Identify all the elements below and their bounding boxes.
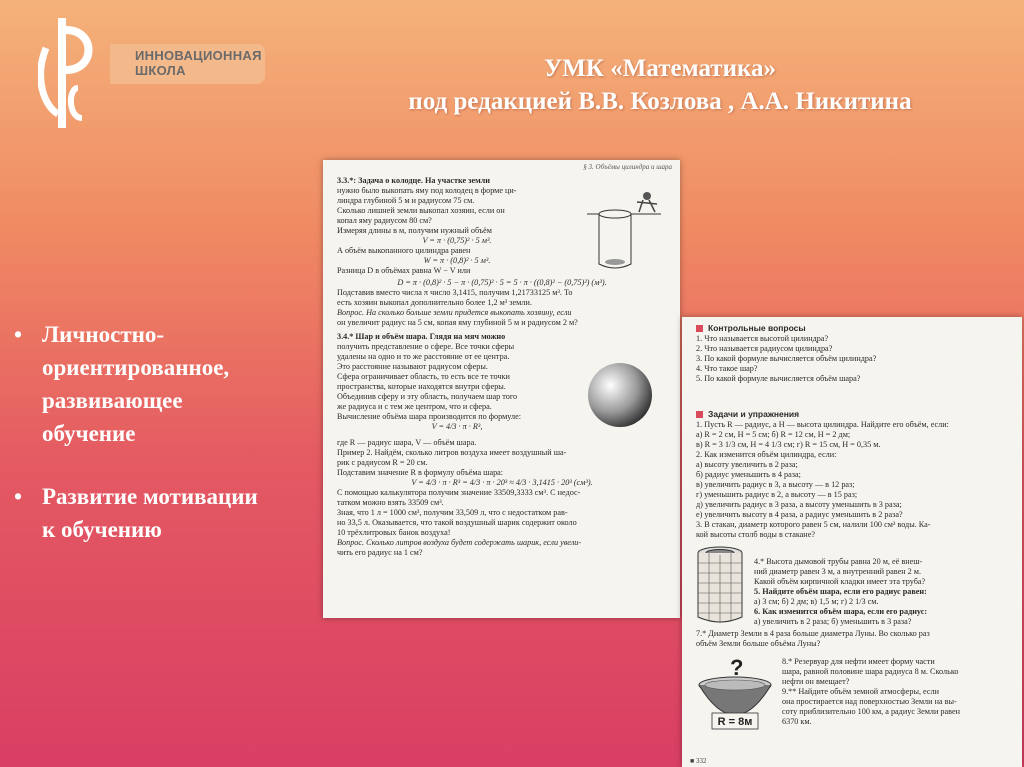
chimney-illustration-icon (692, 545, 748, 625)
bullet-line: развивающее (42, 388, 183, 413)
exercise-line: объём Земли больше объёма Луны? (696, 639, 821, 648)
exercises-heading (696, 409, 1016, 420)
heading-text: Задачи и упражнения (708, 409, 800, 419)
bowl-radius-label: R = 8м (717, 716, 753, 728)
text-line: нужно было выкопать яму под колодец в форме ци- (337, 186, 517, 195)
text-line: Вычисление объёма шара производится по формуле: (337, 412, 522, 421)
sphere-illustration-icon (585, 360, 655, 430)
square-marker-icon (696, 325, 703, 332)
logo-line-1: ИННОВАЦИОННАЯ (135, 48, 262, 63)
exercise-line: д) увеличить радиус в 3 раза, а высоту уменьшить в 3 раза; (696, 500, 902, 509)
text-line: С помощью калькулятора получим значение 33509,3333 см³. С недос- (337, 488, 581, 497)
page-1-full-width-top (337, 278, 667, 328)
text-line: рик с радиусом R = 20 см. (337, 458, 428, 467)
formula-line: V = π · (0,75)² · 5 м³. (422, 236, 492, 245)
exercise-line: 4.* Высота дымовой трубы равна 20 м, её внеш- (754, 557, 923, 566)
exercises-section (696, 409, 1016, 540)
bullet-line: ориентированное, (42, 355, 230, 380)
text-line: получить представление о сфере. Все точки сферы (337, 342, 515, 351)
exercise-line: 3. В стакан, диаметр которого равен 5 см, налили 100 см³ воды. Ка- (696, 520, 931, 529)
formula-line: V = 4/3 · π · R³, (431, 422, 483, 431)
exercise-line: е) увеличить высоту в 4 раза, а радиус уменьшить в 2 раза? (696, 510, 903, 519)
text-line: Подставив вместо числа π число 3,1415, получим 1,21733125 м³. То (337, 288, 573, 297)
exercise-line: г) уменьшить радиус в 2, а высоту — в 15 раз; (696, 490, 858, 499)
bullet-text (42, 480, 258, 546)
text-line: Объединив сферу и эту область, получаем шар того (337, 392, 518, 401)
exercise-line: а) 3 см; б) 2 дм; в) 1,5 м; г) 2 1/3 см. (754, 597, 879, 606)
exercise-line: Какой объём кирпичной кладки имеет эта труба? (754, 577, 926, 586)
exercise-line: 6. Как изменится объём шара, если его радиус: (754, 607, 928, 616)
exercise-line: б) радиус уменьшить в 4 раза; (696, 470, 801, 479)
exercise-line: 1. Пусть R — радиус, а H — высота цилиндра. Найдите его объём, если: (696, 420, 949, 429)
text-line: пространства, которые находятся внутри сферы. (337, 382, 506, 391)
exercise-line: соту приблизительно 100 км, а радиус Земли равен (782, 707, 960, 716)
bowl-question-mark: ? (730, 655, 744, 680)
exercise-line: а) высоту увеличить в 2 раза; (696, 460, 798, 469)
exercise-line: 5. Найдите объём шара, если его радиус равен: (754, 587, 927, 596)
text-line: 10 трёхлитровых банок воздуха! (337, 528, 451, 537)
exercise-line: а) увеличить в 2 раза; б) уменьшить в 3 раза? (754, 617, 912, 626)
text-line: Подставим значение R в формулу объёма шара: (337, 468, 504, 477)
bullet-line: Развитие мотивации (42, 484, 258, 509)
exercise-line: в) R = 3 1/3 см, H = 4 1/3 см; г) R = 15 см, H = 0,35 м. (696, 440, 881, 449)
square-marker-icon (696, 411, 703, 418)
exercise-line: ний диаметр равен 3 м, а внутренний равен 2 м. (754, 567, 922, 576)
question-line: 5. По какой формуле вычисляется объём шара? (696, 374, 861, 383)
formula-line: V = 4/3 · π · R³ = 4/3 · π · 20³ ≈ 4/3 · 3,1415 · 20³ (см³). (411, 478, 593, 487)
text-line: Пример 2. Найдём, сколько литров воздуха имеет воздушный ша- (337, 448, 567, 457)
text-line: А объём выкопанного цилиндра равен (337, 246, 471, 255)
exercises-final (782, 657, 1018, 727)
exercise-line: 7.* Диаметр Земли в 4 раза больше диаметра Луны. Во сколько раз (696, 629, 930, 638)
page-1-full-width-bottom (337, 438, 667, 558)
text-line: Вопрос. Сколько литров воздуха будет содержать шарик, если увели- (337, 538, 582, 547)
text-line: удалены на одно и то же расстояние от ее центра. (337, 352, 510, 361)
formula-line: D = π · (0,8)² · 5 − π · (0,75)² · 5 = 5 · π · ((0,8)² − (0,75)²) (м³). (397, 278, 607, 287)
textbook-page-1 (323, 160, 680, 618)
exercise-line: 2. Как изменится объём цилиндра, если: (696, 450, 837, 459)
text-line: Зная, что 1 л = 1000 см³, получим 33,509 л, что с недостатком рав- (337, 508, 568, 517)
well-illustration-icon (585, 184, 665, 274)
text-line: он увеличит радиус на 5 см, копая яму глубиной 5 м и радиусом 2 м? (337, 318, 578, 327)
bullet-line: к обучению (42, 517, 162, 542)
exercise-line: нефти он вмещает? (782, 677, 850, 686)
bowl-illustration-icon (696, 655, 774, 733)
text-line: Сфера ограничивает область, то есть все те точки (337, 372, 510, 381)
question-line: 4. Что такое шар? (696, 364, 758, 373)
text-line: копал яму радиусом 80 см? (337, 216, 432, 225)
exercise-line: шара, равной половине шара радиуса 8 м. Сколько (782, 667, 959, 676)
page-1-column-top (337, 176, 577, 276)
control-questions-section (696, 323, 1016, 384)
text-line: 3.3.*: Задача о колодце. На участке земли (337, 176, 490, 185)
exercise-line: 8.* Резервуар для нефти имеет форму части (782, 657, 935, 666)
text-line: 3.4.* Шар и объём шара. Глядя на мяч можно (337, 332, 506, 341)
text-line: где R — радиус шара, V — объём шара. (337, 438, 477, 447)
heading-text: Контрольные вопросы (708, 323, 806, 333)
slide-title (340, 52, 980, 118)
title-line-2: под редакцией В.В. Козлова , А.А. Никитина (408, 88, 912, 115)
bullet-item (14, 480, 314, 546)
textbook-page-2 (682, 317, 1022, 767)
text-line: чить его радиус на 1 см? (337, 548, 423, 557)
exercise-line: 9.** Найдите объём земной атмосферы, если (782, 687, 939, 696)
question-line: 1. Что называется высотой цилиндра? (696, 334, 829, 343)
page-1-header: § 3. Объёмы цилиндра и шара (583, 163, 672, 171)
exercise-line: кой высоты столб воды в стакане? (696, 530, 815, 539)
bullet-line: Личностно- (42, 322, 165, 347)
logo-icon (38, 18, 98, 128)
text-line: линдра глубиной 5 м и радиусом 75 см. (337, 196, 475, 205)
exercises-moon (696, 629, 1016, 649)
exercise-line: 6370 км. (782, 717, 812, 726)
exercise-line: а) R = 2 см, H = 5 см; б) R = 12 см, H = 2 дм; (696, 430, 851, 439)
text-line: Сколько лишней земли выкопал хозяин, если он (337, 206, 505, 215)
formula-line: W = π · (0,8)² · 5 м³. (423, 256, 491, 265)
logo-line-2: ШКОЛА (135, 63, 186, 78)
question-line: 2. Что называется радиусом цилиндра? (696, 344, 833, 353)
page-number: ■ 332 (690, 757, 707, 765)
text-line: Измеряя длины в м, получим нужный объём (337, 226, 492, 235)
bullet-symbol: • (14, 322, 23, 347)
page-1-column-middle (337, 332, 577, 432)
text-line: же радиуса и с тем же центром, что и сфера. (337, 402, 492, 411)
text-line: но 33,5 л. Оказывается, что такой воздушный шарик содержит около (337, 518, 577, 527)
bullet-item (14, 318, 314, 450)
bullet-text (42, 318, 229, 450)
exercise-line: в) увеличить радиус в 3, а высоту — в 12 раз; (696, 480, 855, 489)
exercises-continued (754, 557, 1016, 627)
control-questions-heading (696, 323, 1016, 334)
title-line-1: УМК «Математика» (543, 55, 777, 82)
text-line: Вопрос. На сколько больше земли придется выкопать хозяину, если (337, 308, 572, 317)
text-line: Разница D в объёмах равна W − V или (337, 266, 471, 275)
text-line: татком можно взять 33509 см³. (337, 498, 444, 507)
text-line: есть хозяин выкопал дополнительно более 1,2 м³ земли. (337, 298, 532, 307)
text-line: Это расстояние называют радиусом сферы. (337, 362, 488, 371)
bullet-list (14, 318, 314, 576)
logo-text (135, 48, 262, 78)
bullet-symbol: • (14, 484, 23, 509)
bullet-line: обучение (42, 421, 136, 446)
question-line: 3. По какой формуле вычисляется объём цилиндра? (696, 354, 877, 363)
exercise-line: она простирается над поверхностью Земли на вы- (782, 697, 957, 706)
